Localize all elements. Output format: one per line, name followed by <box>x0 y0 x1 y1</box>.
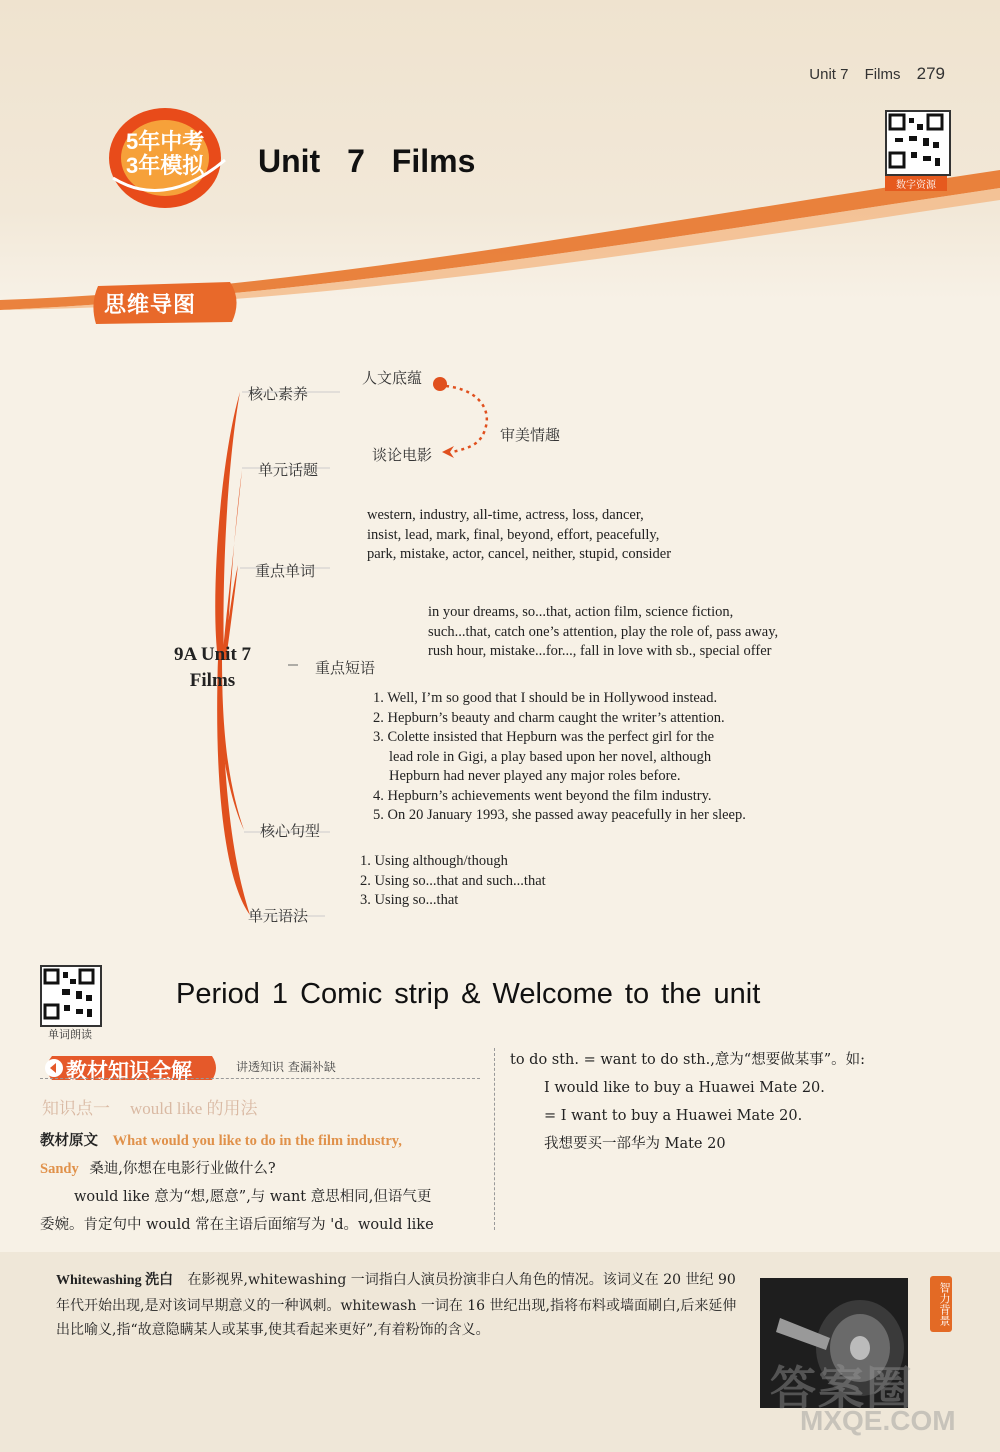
period-title: Period 1 Comic strip & Welcome to the unit <box>176 978 761 1010</box>
sentence-line: 5. On 20 January 1993, she passed away peacefully in her sleep. <box>373 807 746 823</box>
branch-sentences: 核心句型 <box>260 822 321 840</box>
running-title: Films <box>864 66 901 83</box>
right-line: 我想要买一部华为 Mate 20 <box>544 1136 726 1152</box>
watermark: 答案圈 <box>770 1362 914 1414</box>
running-unit: Unit 7 <box>809 66 849 83</box>
footer-body: 在影视界,whitewashing 一词指白人演员扮演非白人角色的情况。该词义在 20 世纪 90 年代开始出现,是对该词早期意义的一种讽刺。whitewash 一词在 16 世纪出现,指将布料或墙面刷白,后来延伸出比喻义,指“故意隐瞒某人或某事,使其看起来更好”,有着粉饰的含义。 <box>56 1272 737 1338</box>
footer-term: Whitewashing 洗白 <box>56 1273 174 1288</box>
footer-note <box>56 1268 746 1343</box>
page-number: 279 <box>916 64 945 83</box>
branch-words: 重点单词 <box>255 562 316 580</box>
logo-text: 5年中考3年模拟 <box>126 129 205 178</box>
section-tag: 教材知识全解 <box>66 1060 192 1083</box>
mindmap-tag: 思维导图 <box>104 292 197 317</box>
kp-label: 知识点一 <box>42 1099 110 1119</box>
core-item-culture: 人文底蕴 <box>362 369 423 387</box>
left-column <box>40 1127 480 1239</box>
phrases-line: in your dreams, so...that, action film, science fiction, <box>428 604 734 620</box>
sentence-line: Hepburn had never played any major roles before. <box>389 768 681 784</box>
branch-phrases: 重点短语 <box>315 659 376 677</box>
section-subtitle: 讲透知识 查漏补缺 <box>236 1060 336 1074</box>
words-line: park, mistake, actor, cancel, neither, stupid, consider <box>367 546 672 562</box>
mindmap-center <box>150 642 275 694</box>
grammar-block <box>360 852 546 911</box>
right-line: to do sth. = want to do sth.,意为“想要做某事”。如: <box>510 1052 866 1068</box>
qr-left-label: 单词朗读 <box>48 1029 92 1041</box>
words-block <box>367 506 671 565</box>
sentence-line: lead role in Gigi, a play based upon her novel, although <box>389 748 712 765</box>
phrases-line: such...that, catch one’s attention, play the role of, pass away, <box>428 623 779 640</box>
branch-grammar: 单元语法 <box>248 907 309 925</box>
core-item-talk: 谈论电影 <box>372 446 433 464</box>
explain-line: 委婉。肯定句中 would 常在主语后面缩写为 'd。would like <box>40 1217 434 1233</box>
right-line: I would like to buy a Huawei Mate 20. <box>544 1080 825 1096</box>
right-column <box>510 1046 950 1158</box>
center-line-2: Films <box>189 670 236 691</box>
qr-code-icon[interactable] <box>885 110 951 176</box>
grammar-line: 3. Using so...that <box>360 892 459 908</box>
running-head <box>797 64 945 84</box>
grammar-line: 1. Using although/though <box>360 853 508 869</box>
unit-title: Unit 7 Films <box>258 143 476 179</box>
explain-line: would like 意为“想,愿意”,与 want 意思相同,但语气更 <box>74 1189 432 1205</box>
orig-cn: 桑迪,你想在电影行业做什么? <box>89 1161 276 1177</box>
kp-title: would like 的用法 <box>130 1099 258 1118</box>
watermark-url: MXQE.COM <box>800 1405 956 1436</box>
phrases-line: rush hour, mistake...for..., fall in love with sb., special offer <box>428 643 772 659</box>
section-divider <box>40 1078 480 1079</box>
column-divider <box>494 1048 495 1230</box>
sentence-line: 1. Well, I’m so good that I should be in Hollywood instead. <box>373 690 718 706</box>
branch-topic: 单元话题 <box>258 461 319 479</box>
orig-label: 教材原文 <box>40 1133 98 1149</box>
sentences-block <box>373 689 746 826</box>
sentence-line: 3. Colette insisted that Hepburn was the perfect girl for the <box>373 729 715 745</box>
right-line: = I want to buy a Huawei Mate 20. <box>544 1108 803 1124</box>
branch-core-literacy: 核心素养 <box>248 385 309 403</box>
phrases-block <box>428 603 778 662</box>
core-item-aesthetic: 审美情趣 <box>500 426 561 444</box>
words-line: insist, lead, mark, final, beyond, effort, peacefully, <box>367 526 660 543</box>
side-tab: 智力背景 <box>930 1276 952 1332</box>
grammar-line: 2. Using so...that and such...that <box>360 872 546 889</box>
qr-code-icon[interactable] <box>40 965 102 1027</box>
qr-label: 数字资源 <box>885 176 947 191</box>
words-line: western, industry, all-time, actress, loss, dancer, <box>367 507 644 523</box>
orig-name: Sandy <box>40 1161 79 1177</box>
orig-en: What would you like to do in the film industry, <box>112 1133 402 1149</box>
sentence-line: 2. Hepburn’s beauty and charm caught the writer’s attention. <box>373 709 725 726</box>
sentence-line: 4. Hepburn’s achievements went beyond the film industry. <box>373 787 712 804</box>
center-line-1: 9A Unit 7 <box>173 644 252 665</box>
knowledge-point <box>42 1094 258 1119</box>
